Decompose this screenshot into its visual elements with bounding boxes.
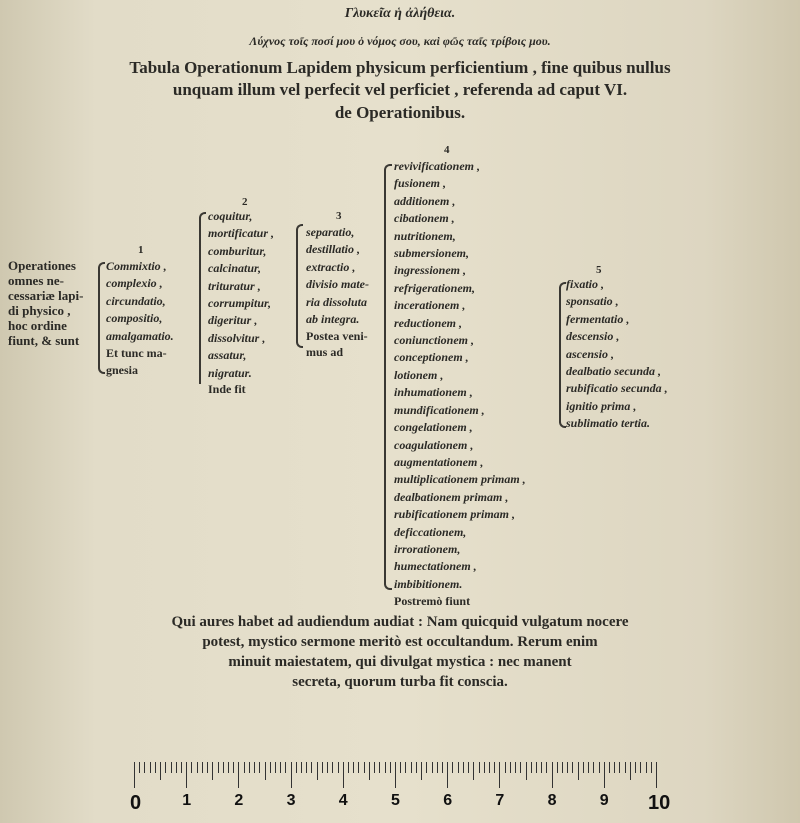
ruler-tick [437, 762, 438, 773]
group-1-number: 1 [138, 244, 144, 256]
ruler-label: 3 [286, 792, 296, 809]
ruler-tick [385, 762, 386, 773]
ruler-tick [160, 762, 161, 780]
group-5-number: 5 [596, 264, 602, 276]
intro-line: hoc ordine [8, 318, 67, 333]
group-1-tail: gnesia [106, 363, 139, 378]
brace-group-5 [559, 282, 566, 428]
group-3-item: destillatio , [306, 242, 360, 257]
ruler-tick [416, 762, 417, 773]
ruler-tick [489, 762, 490, 773]
group-4-item: conceptionem , [394, 350, 469, 365]
ruler-tick [442, 762, 443, 773]
group-4-item: coniunctionem , [394, 333, 475, 348]
group-1-item: circundatio, [106, 293, 166, 308]
page-title-line-2: unquam illum vel perfecit vel perficiet , referenda ad caput VI. [172, 80, 628, 99]
ruler-tick [238, 762, 239, 788]
group-2-item: comburitur, [208, 243, 267, 258]
group-3-tail: Postea veni- [306, 329, 368, 344]
scale-ruler [130, 762, 671, 814]
group-3-item: separatio, [306, 225, 355, 239]
ruler-tick [541, 762, 542, 773]
closing-line: minuit maiestatem, qui divulgat mystica : nec manent [228, 654, 572, 670]
group-5-item: rubificatio secunda , [566, 381, 668, 396]
ruler-tick [619, 762, 620, 773]
group-1-item: amalgamatio. [106, 328, 174, 343]
intro-line: fiunt, & sunt [8, 333, 80, 348]
ruler-tick [212, 762, 213, 780]
ruler-tick [270, 762, 271, 773]
ruler-tick [259, 762, 260, 773]
ruler-label: 1 [182, 792, 192, 809]
ruler-tick [275, 762, 276, 773]
ruler-tick [494, 762, 495, 773]
ruler-tick [583, 762, 584, 773]
group-4-item: irrorationem, [394, 541, 461, 556]
ruler-tick [379, 762, 380, 773]
ruler-tick [332, 762, 333, 773]
ruler-tick [265, 762, 266, 780]
group-5-item: fermentatio , [566, 311, 630, 326]
brace-intro [98, 262, 105, 374]
ruler-tick [505, 762, 506, 773]
group-4-item: reductionem , [394, 315, 462, 330]
ruler-tick [155, 762, 156, 773]
ruler-tick [202, 762, 203, 773]
ruler-label: 9 [599, 792, 609, 809]
group-2-item: trituratur , [208, 278, 261, 293]
ruler-tick [254, 762, 255, 773]
group-4-item: rubificationem primam , [394, 507, 516, 522]
intro-line: omnes ne- [8, 273, 64, 288]
group-2-item: assatur, [208, 348, 247, 363]
group-3-item: ria dissoluta [306, 294, 368, 309]
group-2-item: coquitur, [208, 209, 253, 223]
group-5-item: sublimatio tertia. [566, 416, 651, 431]
ruler-tick [510, 762, 511, 773]
group-5-item: fixatio , [566, 277, 604, 291]
ruler-tick [358, 762, 359, 773]
ruler-tick [364, 762, 365, 773]
ruler-tick [249, 762, 250, 773]
group-4-item: deficcationem, [394, 524, 467, 539]
ruler-tick [599, 762, 600, 773]
ruler-tick [651, 762, 652, 773]
group-1-list [106, 258, 174, 379]
ruler-tick [374, 762, 375, 773]
group-4-item: cibationem , [394, 211, 455, 226]
group-2-item: nigratur. [208, 365, 252, 380]
ruler-tick [656, 762, 657, 788]
ruler-label: 2 [234, 792, 244, 809]
group-3-item: ab integra. [306, 312, 360, 327]
ruler-tick [499, 762, 500, 788]
ruler-tick [546, 762, 547, 773]
closing-paragraph [60, 612, 740, 692]
group-5-item: ignitio prima , [566, 398, 637, 413]
ruler-tick [285, 762, 286, 773]
ruler-tick [588, 762, 589, 773]
ruler-tick [176, 762, 177, 773]
ruler-tick [421, 762, 422, 780]
group-4-item: revivificationem , [394, 159, 480, 173]
group-5-item: descensio , [566, 329, 620, 344]
brace-group-2 [296, 224, 303, 348]
intro-line: di physico , [8, 303, 71, 318]
ruler-tick [578, 762, 579, 780]
ruler-tick [604, 762, 605, 788]
ruler-tick [280, 762, 281, 773]
group-5-item: dealbatio secunda , [566, 364, 661, 379]
ruler-tick [625, 762, 626, 773]
ruler-label: 7 [495, 792, 505, 809]
group-4-item: inhumationem , [394, 385, 473, 400]
group-4-item: imbibitionem. [394, 576, 463, 591]
intro-text [8, 258, 83, 348]
group-4-item: lotionem , [394, 367, 444, 382]
ruler-tick [411, 762, 412, 773]
group-4-item: mundificationem , [394, 402, 485, 417]
page-title-line-1: Tabula Operationum Lapidem physicum perficientium , fine quibus nullus [129, 58, 671, 77]
ruler-tick [479, 762, 480, 773]
ruler-tick [228, 762, 229, 773]
ruler-tick [593, 762, 594, 773]
group-2-number: 2 [242, 196, 248, 208]
group-4-item: congelationem , [394, 420, 473, 435]
ruler-label: 4 [338, 792, 348, 809]
group-2-item: calcinatur, [208, 261, 262, 276]
ruler-tick [447, 762, 448, 788]
group-4-item: humectationem , [394, 559, 477, 574]
brace-group-1 [199, 212, 206, 384]
closing-line: potest, mystico sermone meritò est occultandum. Rerum enim [202, 634, 598, 650]
ruler-tick [432, 762, 433, 773]
ruler-tick [484, 762, 485, 773]
ruler-tick [369, 762, 370, 780]
ruler-tick [244, 762, 245, 773]
group-4-item: incerationem , [394, 298, 466, 313]
group-2-item: corrumpitur, [208, 296, 272, 311]
ruler-tick [526, 762, 527, 780]
ruler-tick [181, 762, 182, 773]
group-2-item: mortificatur , [208, 226, 275, 241]
ruler-tick [405, 762, 406, 773]
ruler-tick [614, 762, 615, 773]
ruler-tick [197, 762, 198, 773]
ruler-tick [646, 762, 647, 773]
intro-line: Operationes [8, 258, 76, 273]
ruler-label: 10 [648, 792, 671, 814]
group-3-tail: mus ad [306, 345, 344, 360]
group-1-item: compositio, [106, 311, 163, 326]
group-2-list [208, 208, 274, 396]
ruler-tick [343, 762, 344, 788]
group-3-item: extractio , [306, 259, 356, 274]
group-3-item: divisio mate- [306, 277, 369, 292]
ruler-tick [609, 762, 610, 773]
greek-subtitle: Λύχνος τοῖς ποσί μου ὁ νόμος σου, καὶ φῶς ταῖς τρίβοις μου. [249, 34, 551, 48]
ruler-tick [452, 762, 453, 773]
ruler-tick [400, 762, 401, 773]
group-2-item: dissolvitur , [208, 330, 266, 345]
intro-line: cessariæ lapi- [8, 288, 84, 303]
group-4-item: coagulationem , [394, 437, 474, 452]
ruler-tick [640, 762, 641, 773]
group-3-number: 3 [336, 210, 342, 222]
ruler-label: 5 [391, 792, 400, 809]
ruler-tick [536, 762, 537, 773]
ruler-tick [630, 762, 631, 780]
group-1-tail: Et tunc ma- [106, 346, 167, 361]
group-4-item: fusionem , [394, 176, 447, 191]
ruler-tick [552, 762, 553, 788]
group-4-item: additionem , [394, 193, 456, 208]
ruler-tick [463, 762, 464, 773]
ruler-tick [348, 762, 349, 773]
group-2-tail: Inde fit [208, 382, 246, 397]
ruler-label: 6 [443, 792, 453, 809]
closing-line: Qui aures habet ad audiendum audiat : Nam quicquid vulgatum nocere [171, 614, 629, 630]
group-1-item: Commixtio , [106, 259, 167, 273]
ruler-tick [218, 762, 219, 773]
group-4-item: submersionem, [394, 246, 470, 261]
group-4-list [394, 158, 526, 609]
ruler-tick [150, 762, 151, 773]
ruler-tick [426, 762, 427, 773]
ruler-tick [134, 762, 135, 788]
ruler-tick [191, 762, 192, 773]
ruler-tick [317, 762, 318, 780]
ruler-tick [468, 762, 469, 773]
ruler-tick [458, 762, 459, 773]
ruler-tick [473, 762, 474, 780]
ruler-tick [567, 762, 568, 773]
group-4-tail: Postremò fiunt [394, 594, 471, 609]
ruler-tick [311, 762, 312, 773]
group-3-list [306, 224, 369, 360]
group-4-item: dealbationem primam , [394, 489, 509, 504]
ruler-tick [515, 762, 516, 773]
ruler-tick [395, 762, 396, 788]
ruler-tick [322, 762, 323, 773]
group-4-number: 4 [444, 144, 450, 156]
ruler-tick [390, 762, 391, 773]
brace-group-4 [384, 164, 392, 590]
ruler-tick [531, 762, 532, 773]
group-4-item: refrigerationem, [394, 280, 475, 295]
ruler-tick [520, 762, 521, 773]
group-5-item: sponsatio , [566, 294, 619, 309]
group-4-item: augmentationem , [394, 454, 484, 469]
closing-line: secreta, quorum turba fit conscia. [292, 674, 508, 690]
ruler-tick [635, 762, 636, 773]
greek-title: Γλυκεῖα ἡ ἀλήθεια. [344, 6, 456, 21]
ruler-tick [144, 762, 145, 773]
ruler-tick [572, 762, 573, 773]
ruler-tick [353, 762, 354, 773]
page-title-line-3: de Operationibus. [334, 103, 466, 122]
ruler-tick [233, 762, 234, 773]
group-5-item: ascensio , [566, 346, 614, 361]
ruler-tick [338, 762, 339, 773]
ruler-tick [562, 762, 563, 773]
ruler-tick [327, 762, 328, 773]
ruler-tick [139, 762, 140, 773]
ruler-tick [306, 762, 307, 773]
group-4-item: multiplicationem primam , [394, 472, 526, 487]
ruler-tick [557, 762, 558, 773]
ruler-tick [223, 762, 224, 773]
group-1-item: complexio , [106, 276, 163, 291]
ruler-tick [186, 762, 187, 788]
ruler-tick [171, 762, 172, 773]
ruler-tick [301, 762, 302, 773]
group-5-list [566, 276, 668, 433]
ruler-label: 8 [547, 792, 557, 809]
ruler-tick [296, 762, 297, 773]
ruler-tick [291, 762, 292, 788]
group-4-item: ingressionem , [394, 263, 467, 278]
group-4-item: nutritionem, [394, 228, 456, 243]
ruler-tick [165, 762, 166, 773]
ruler-tick [207, 762, 208, 773]
group-2-item: digeritur , [208, 313, 258, 328]
ruler-label: 0 [130, 792, 142, 814]
